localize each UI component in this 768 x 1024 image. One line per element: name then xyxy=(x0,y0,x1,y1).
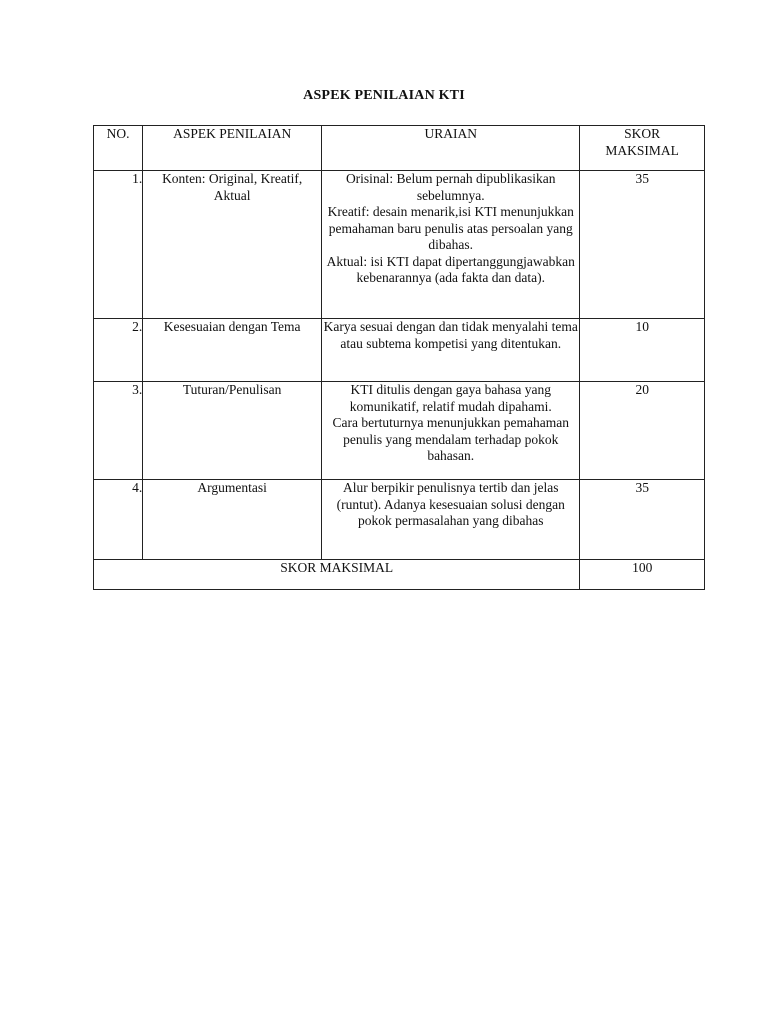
row-uraian xyxy=(322,319,580,382)
header-skor-line1: SKOR xyxy=(624,126,661,141)
uraian-paragraph: Aktual: isi KTI dapat dipertanggungjawabkan kebenarannya (ada fakta dan data). xyxy=(326,253,575,285)
row-uraian xyxy=(322,480,580,560)
uraian-paragraph: Cara bertuturnya menunjukkan pemahaman penulis yang mendalam terhadap pokok bahasan. xyxy=(332,415,570,463)
row-aspek: Tuturan/Penulisan xyxy=(143,382,322,480)
row-aspek: Konten: Original, Kreatif, Aktual xyxy=(143,171,322,319)
table-row xyxy=(94,382,705,480)
header-skor-line2: MAKSIMAL xyxy=(605,142,679,158)
table-row xyxy=(94,480,705,560)
row-number: 1. xyxy=(94,171,143,319)
total-value: 100 xyxy=(580,560,705,590)
uraian-paragraph: Orisinal: Belum pernah dipublikasikan sebelumnya. xyxy=(345,171,556,203)
row-number: 4. xyxy=(94,480,143,560)
header-aspek: ASPEK PENILAIAN xyxy=(143,126,322,171)
table-header-row xyxy=(94,126,705,171)
uraian-paragraph: KTI ditulis dengan gaya bahasa yang komunikatif, relatif mudah dipahami. xyxy=(349,382,552,414)
total-row xyxy=(94,560,705,590)
uraian-paragraph: Karya sesuai dengan dan tidak menyalahi tema atau subtema kompetisi yang ditentukan. xyxy=(323,319,578,351)
header-uraian: URAIAN xyxy=(322,126,580,171)
header-skor xyxy=(580,126,705,171)
row-number: 3. xyxy=(94,382,143,480)
header-no: NO. xyxy=(94,126,143,171)
total-label: SKOR MAKSIMAL xyxy=(94,560,580,590)
row-uraian xyxy=(322,382,580,480)
row-number: 2. xyxy=(94,319,143,382)
row-skor: 35 xyxy=(580,171,705,319)
assessment-table xyxy=(93,125,705,590)
row-aspek: Kesesuaian dengan Tema xyxy=(143,319,322,382)
table-row xyxy=(94,319,705,382)
row-aspek: Argumentasi xyxy=(143,480,322,560)
document-title: ASPEK PENILAIAN KTI xyxy=(303,88,465,103)
row-skor: 20 xyxy=(580,382,705,480)
uraian-paragraph: Alur berpikir penulisnya tertib dan jelas (runtut). Adanya kesesuaian solusi dengan pokok permasalahan yang dibahas xyxy=(336,480,565,528)
uraian-paragraph: Kreatif: desain menarik,isi KTI menunjukkan pemahaman baru penulis atas persoalan yang dibahas. xyxy=(327,204,574,252)
table-row xyxy=(94,171,705,319)
row-uraian xyxy=(322,171,580,319)
row-skor: 10 xyxy=(580,319,705,382)
row-skor: 35 xyxy=(580,480,705,560)
